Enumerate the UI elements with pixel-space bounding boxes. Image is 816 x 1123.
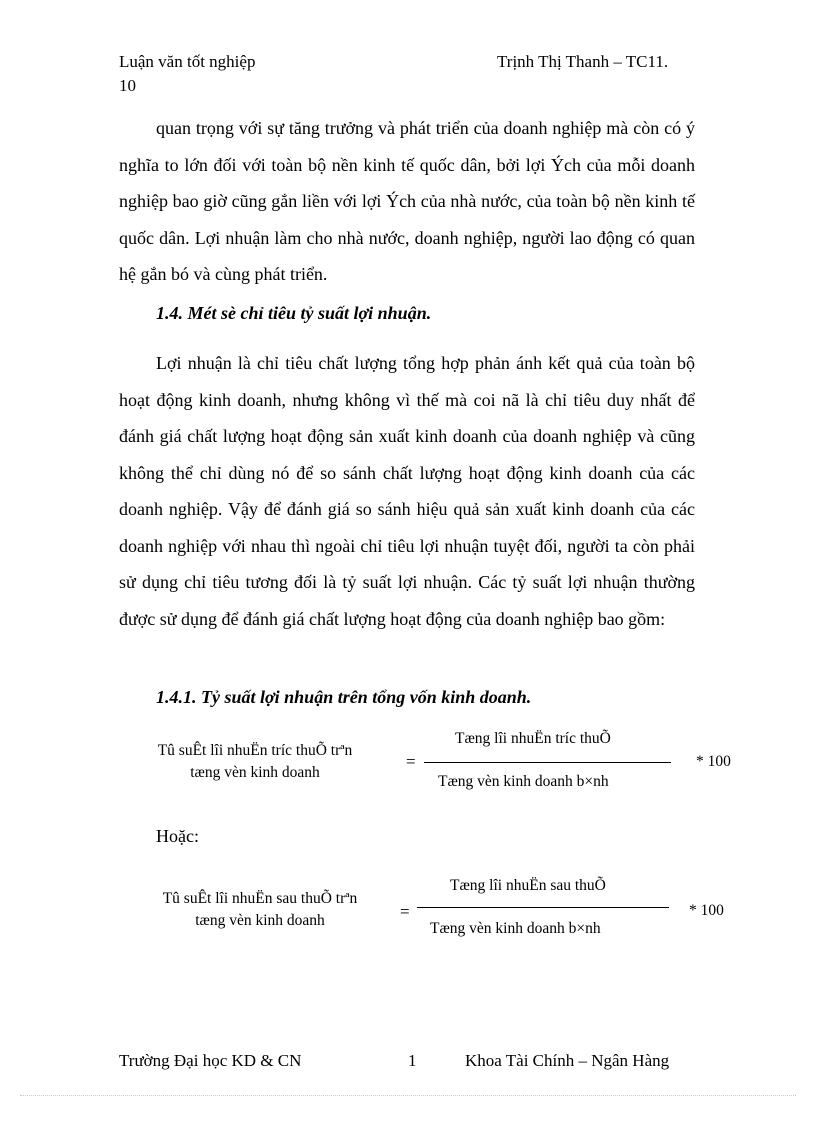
footer-left: Trường Đại học KD & CN (119, 1051, 302, 1070)
header-left: Luận văn tốt nghiệp (119, 52, 256, 71)
page-bottom-divider (20, 1095, 796, 1096)
formula-2-multiplier: * 100 (689, 902, 724, 919)
or-label: Hoặc: (156, 826, 199, 846)
formula-2-lhs (145, 888, 375, 932)
footer-right: Khoa Tài Chính – Ngân Hàng (465, 1051, 670, 1070)
formula-1-equals: = (406, 752, 416, 771)
formula-2-equals: = (400, 902, 410, 921)
formula-1-multiplier: * 100 (696, 753, 731, 770)
formula-1-lhs-line2: tæng vèn kinh doanh (190, 764, 320, 781)
paragraph-1-text: quan trọng với sự tăng trưởng và phát triển của doanh nghiệp mà còn có ý nghĩa to lớn đối với toàn bộ nền kinh tế quốc dân, bởi lợi Ých của mỗi doanh nghiệp bao giờ cũng gắn liền với lợi Ých của nhà nước, của toàn bộ nền kinh tế quốc dân. Lợi nhuận làm cho nhà nước, doanh nghiệp, người lao động có quan hệ gắn bó và cùng phát triển. (119, 118, 695, 284)
formula-2-fraction-bar (417, 907, 669, 908)
formula-2-lhs-line2: tæng vèn kinh doanh (195, 912, 325, 929)
formula-1-denominator: Tæng vèn kinh doanh b×nh (438, 773, 609, 790)
paragraph-2: Lợi nhuận là chỉ tiêu chất lượng tổng hợp phản ánh kết quả của toàn bộ hoạt động kinh doanh, nhưng không vì thế mà coi nã là chỉ tiêu duy nhất để đánh giá chất lượng hoạt động sản xuất kinh doanh của doanh nghiệp và cũng không thể chỉ dùng nó để so sánh chất lượng hoạt động kinh doanh của các doanh nghiệp. Vậy để đánh giá so sánh hiệu quả sản xuất kinh doanh của các doanh nghiệp với nhau thì ngoài chỉ tiêu lợi nhuận tuyệt đối, người ta còn phải sử dụng chỉ tiêu tương đối là tỷ suất lợi nhuận. Các tỷ suất lợi nhuận thường được sử dụng để đánh giá chất lượng hoạt động của doanh nghiệp bao gồm: (119, 353, 695, 629)
header-right: Trịnh Thị Thanh – TC11. (497, 52, 669, 71)
formula-2-numerator: Tæng lîi nhuËn sau thuÕ (450, 877, 606, 894)
formula-1-numerator: Tæng lîi nhuËn tríc thuÕ (455, 730, 611, 747)
header-page-ref: 10 (119, 76, 136, 95)
footer-page-number: 1 (408, 1051, 417, 1070)
section-1-4-heading: 1.4. Mét sè chỉ tiêu tỷ suất lợi nhuận. (156, 303, 432, 323)
formula-2-denominator: Tæng vèn kinh doanh b×nh (430, 920, 601, 937)
section-1-4-1-heading: 1.4.1. Tỷ suất lợi nhuận trên tổng vốn kinh doanh. (156, 687, 532, 707)
formula-2-lhs-line1: Tû suÊt lîi nhuËn sau thuÕ trªn (162, 890, 358, 907)
formula-1-lhs-line1: Tû suÊt lîi nhuËn tríc thuÕ trªn (157, 742, 353, 759)
